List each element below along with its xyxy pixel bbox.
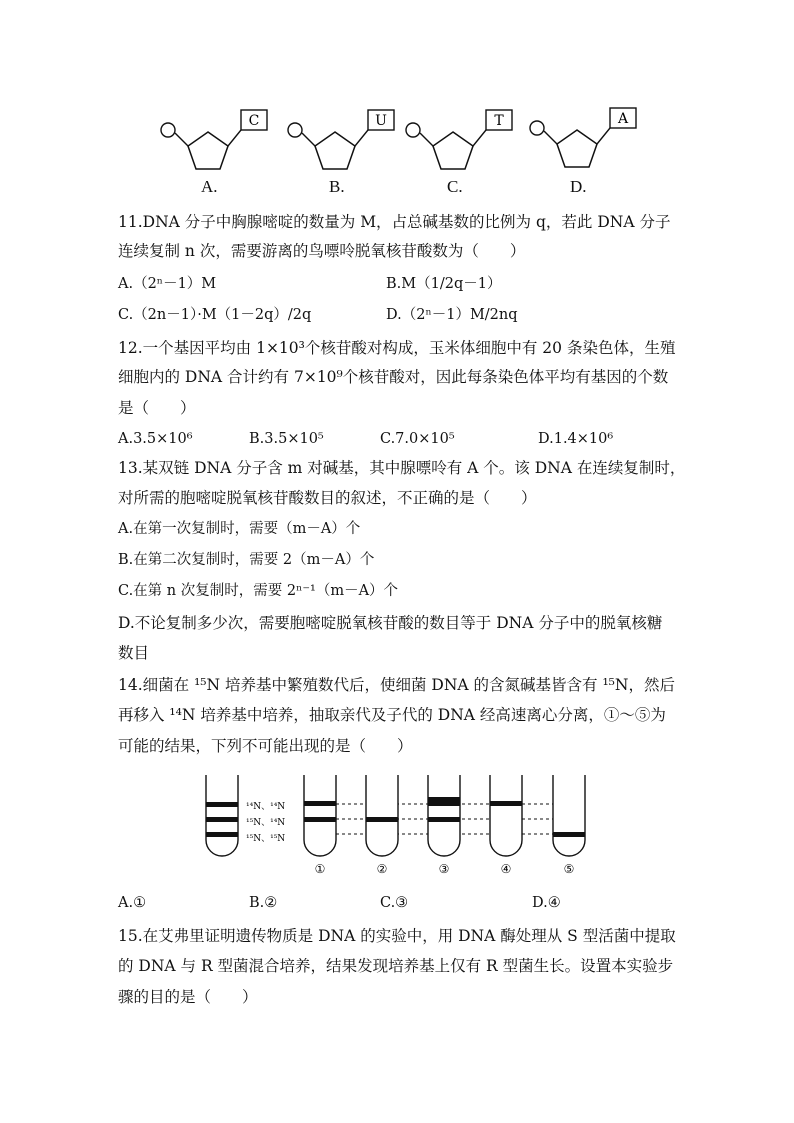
q14-option-c: C.③ <box>380 895 409 911</box>
tube-label-5: ⑤ <box>563 862 575 876</box>
band <box>428 817 460 822</box>
phosphate-circle <box>406 123 420 137</box>
q12-stem-line1: 12.一个基因平均由 1×10³个核苷酸对构成，玉米体细胞中有 20 条染色体，生殖 <box>118 339 676 357</box>
band <box>490 801 522 806</box>
tube-1 <box>304 775 336 876</box>
reference-tube <box>206 775 285 856</box>
centrifuge-tube-diagram <box>0 770 794 890</box>
option-letter-b: B. <box>329 177 345 196</box>
q11-stem-line1: 11.DNA 分子中胸腺嘧啶的数量为 M，占总碱基数的比例为 q，若此 DNA 分子 <box>118 213 671 231</box>
nucleotide-b <box>288 110 394 169</box>
q12-stem-line3: 是（ ） <box>118 399 196 417</box>
q13-option-b: B.在第二次复制时，需要 2（m－A）个 <box>118 552 375 568</box>
q11-stem-line2: 连续复制 n 次，需要游离的鸟嘌呤脱氧核苷酸数为（ ） <box>118 242 526 260</box>
tube-3 <box>428 775 460 876</box>
band-14n-14n <box>206 802 238 807</box>
tube-5 <box>553 775 585 876</box>
base-letter: U <box>375 113 387 129</box>
q13-option-d-line2: 数目 <box>118 644 150 662</box>
q13-stem-line1: 13.某双链 DNA 分子含 m 对碱基，其中腺嘌呤有 A 个。该 DNA 在连续复制时， <box>118 459 686 477</box>
band <box>553 832 585 837</box>
band-label-15n-15n: ¹⁵N、¹⁵N <box>246 834 286 844</box>
pentose-ring <box>557 130 597 167</box>
q14-stem-line2: 再移入 ¹⁴N 培养基中培养，抽取亲代及子代的 DNA 经高速离心分离，①～⑤为 <box>118 706 666 724</box>
base-letter: T <box>494 113 504 129</box>
band-15n-14n <box>206 817 238 822</box>
base-letter: A <box>617 111 629 127</box>
band <box>366 817 398 822</box>
nucleotide-c <box>406 110 512 169</box>
pentose-ring <box>315 132 355 169</box>
tube-4 <box>490 775 522 876</box>
nucleotide-a <box>161 110 267 169</box>
band-label-15n-14n: ¹⁵N、¹⁴N <box>246 818 286 828</box>
band-label-14n-14n: ¹⁴N、¹⁴N <box>246 802 286 812</box>
q11-option-a: A.（2ⁿ－1）M <box>118 276 217 292</box>
q12-option-c: C.7.0×10⁵ <box>380 431 455 447</box>
q13-option-c: C.在第 n 次复制时，需要 2ⁿ⁻¹（m－A）个 <box>118 583 399 599</box>
pentose-ring <box>188 132 228 169</box>
tube-2 <box>366 775 398 876</box>
phosphate-circle <box>530 121 544 135</box>
tube-label-4: ④ <box>500 862 512 876</box>
nucleotide-figure <box>0 0 794 200</box>
band-thick <box>428 797 460 806</box>
phosphate-circle <box>288 123 302 137</box>
q14-option-a: A.① <box>118 895 147 911</box>
q11-option-b: B.M（1/2q－1） <box>386 276 502 292</box>
q12-option-a: A.3.5×10⁶ <box>118 431 193 447</box>
q15-stem-line2: 的 DNA 与 R 型菌混合培养，结果发现培养基上仅有 R 型菌生长。设置本实验步 <box>118 957 674 975</box>
nucleotide-d <box>530 108 636 167</box>
q12-stem-line2: 细胞内的 DNA 合计约有 7×10⁹个核苷酸对，因此每条染色体平均有基因的个数 <box>118 368 669 386</box>
q15-stem-line3: 骤的目的是（ ） <box>118 988 258 1006</box>
q11-option-c: C.（2n－1）·M（1－2q）/2q <box>118 307 312 323</box>
phosphate-circle <box>161 123 175 137</box>
q13-stem-line2: 对所需的胞嘧啶脱氧核苷酸数目的叙述，不正确的是（ ） <box>118 489 537 507</box>
base-letter: C <box>248 113 260 129</box>
option-letter-d: D. <box>570 177 587 196</box>
q15-stem-line1: 15.在艾弗里证明遗传物质是 DNA 的实验中，用 DNA 酶处理从 S 型活菌中提取 <box>118 927 676 945</box>
band <box>304 817 336 822</box>
option-letter-c: C. <box>447 177 463 196</box>
q14-stem-line3: 可能的结果，下列不可能出现的是（ ） <box>118 737 413 755</box>
q14-option-b: B.② <box>249 895 278 911</box>
q13-option-d-line1: D.不论复制多少次，需要胞嘧啶脱氧核苷酸的数目等于 DNA 分子中的脱氧核糖 <box>118 614 663 632</box>
q14-stem-line1: 14.细菌在 ¹⁵N 培养基中繁殖数代后，使细菌 DNA 的含氮碱基皆含有 ¹⁵N，然后 <box>118 676 675 694</box>
q11-option-d: D.（2ⁿ－1）M/2nq <box>386 307 518 323</box>
tube-label-2: ② <box>376 862 388 876</box>
q14-option-d: D.④ <box>532 895 561 911</box>
tube-label-3: ③ <box>438 862 450 876</box>
pentose-ring <box>433 132 473 169</box>
q13-option-a: A.在第一次复制时，需要（m－A）个 <box>118 521 361 537</box>
option-letter-a: A. <box>201 177 218 196</box>
q12-option-d: D.1.4×10⁶ <box>538 431 614 447</box>
tube-label-1: ① <box>314 862 326 876</box>
q12-option-b: B.3.5×10⁵ <box>249 431 324 447</box>
band <box>304 801 336 806</box>
band-15n-15n <box>206 832 238 837</box>
